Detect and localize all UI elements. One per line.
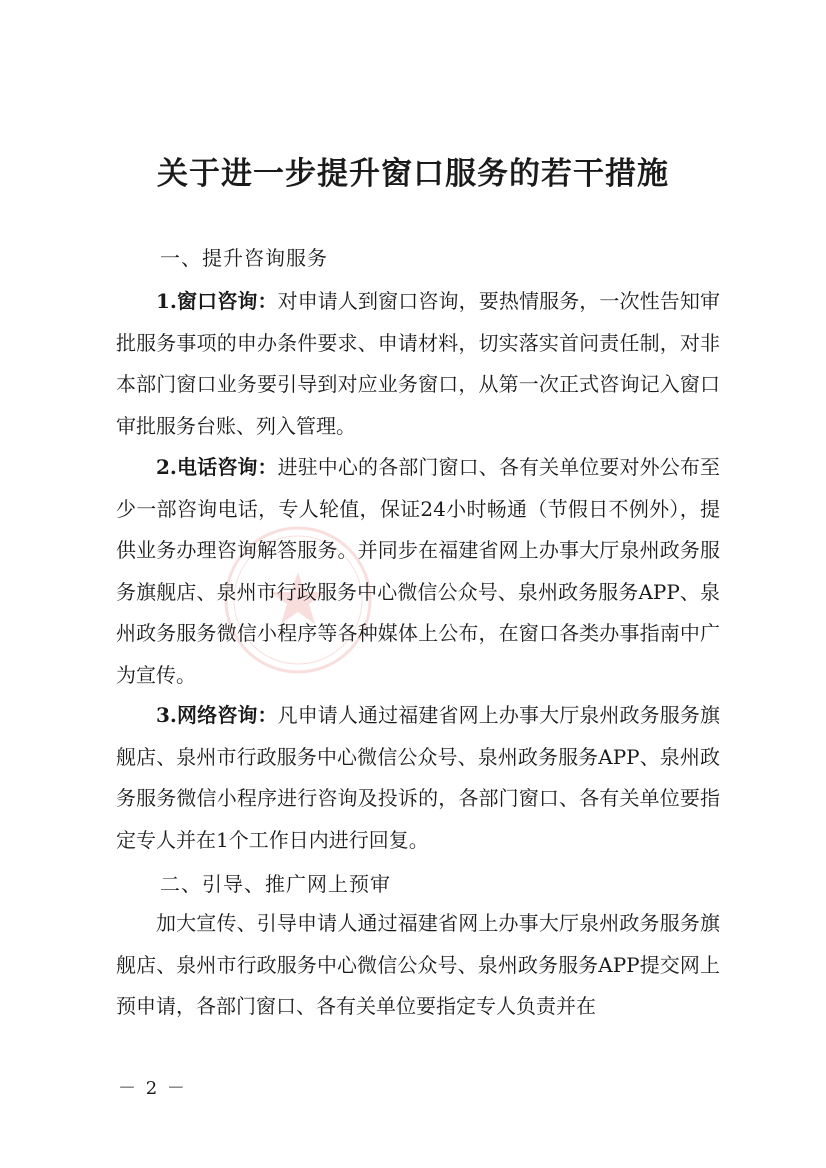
paragraph-body: 加大宣传、引导申请人通过福建省网上办事大厅泉州政务服务旗舰店、泉州市行政服务中心微信公众号、泉州政务服务APP提交网上预申请，各部门窗口、各有关单位要指定专人负责并在: [116, 911, 720, 1018]
paragraph-body: 凡申请人通过福建省网上办事大厅泉州政务服务旗舰店、泉州市行政服务中心微信公众号、泉州政务服务APP、泉州政务服务微信小程序进行咨询及投诉的，各部门窗口、各有关单位要指定专人并在1个工作日内进行回复。: [116, 703, 720, 852]
paragraph-phone-consultation: [116, 447, 720, 696]
paragraph-body: 进驻中心的各部门窗口、各有关单位要对外公布至少一部咨询电话，专人轮值，保证24小时畅通（节假日不例外），提供业务办理咨询解答服务。并同步在福建省网上办事大厅泉州政务服务旗舰店、泉州市行政服务中心微信公众号、泉州政务服务APP、泉州政务服务微信小程序等各种媒体上公布，在窗口各类办事指南中广为宣传。: [116, 455, 720, 687]
section-heading-consultation: 一、提升咨询服务: [160, 246, 328, 270]
section-heading-online-preview: 二、引导、推广网上预审: [160, 872, 391, 896]
paragraph-lead: 1.窗口咨询：: [156, 289, 278, 313]
paragraph-lead: 3.网络咨询：: [156, 703, 278, 727]
paragraph-online-consultation: [116, 695, 720, 861]
page-number: － 2 －: [118, 1078, 187, 1099]
paragraph-body: 对申请人到窗口咨询，要热情服务，一次性告知审批服务事项的申办条件要求、申请材料，切实落实首问责任制，对非本部门窗口业务要引导到对应业务窗口，从第一次正式咨询记入窗口审批服务台账、列入管理。: [116, 289, 720, 438]
paragraph-lead: 2.电话咨询：: [156, 455, 278, 479]
paragraph-online-preview: [116, 903, 720, 1028]
document-title: 关于进一步提升窗口服务的若干措施: [157, 156, 669, 192]
paragraph-window-consultation: [116, 281, 720, 447]
